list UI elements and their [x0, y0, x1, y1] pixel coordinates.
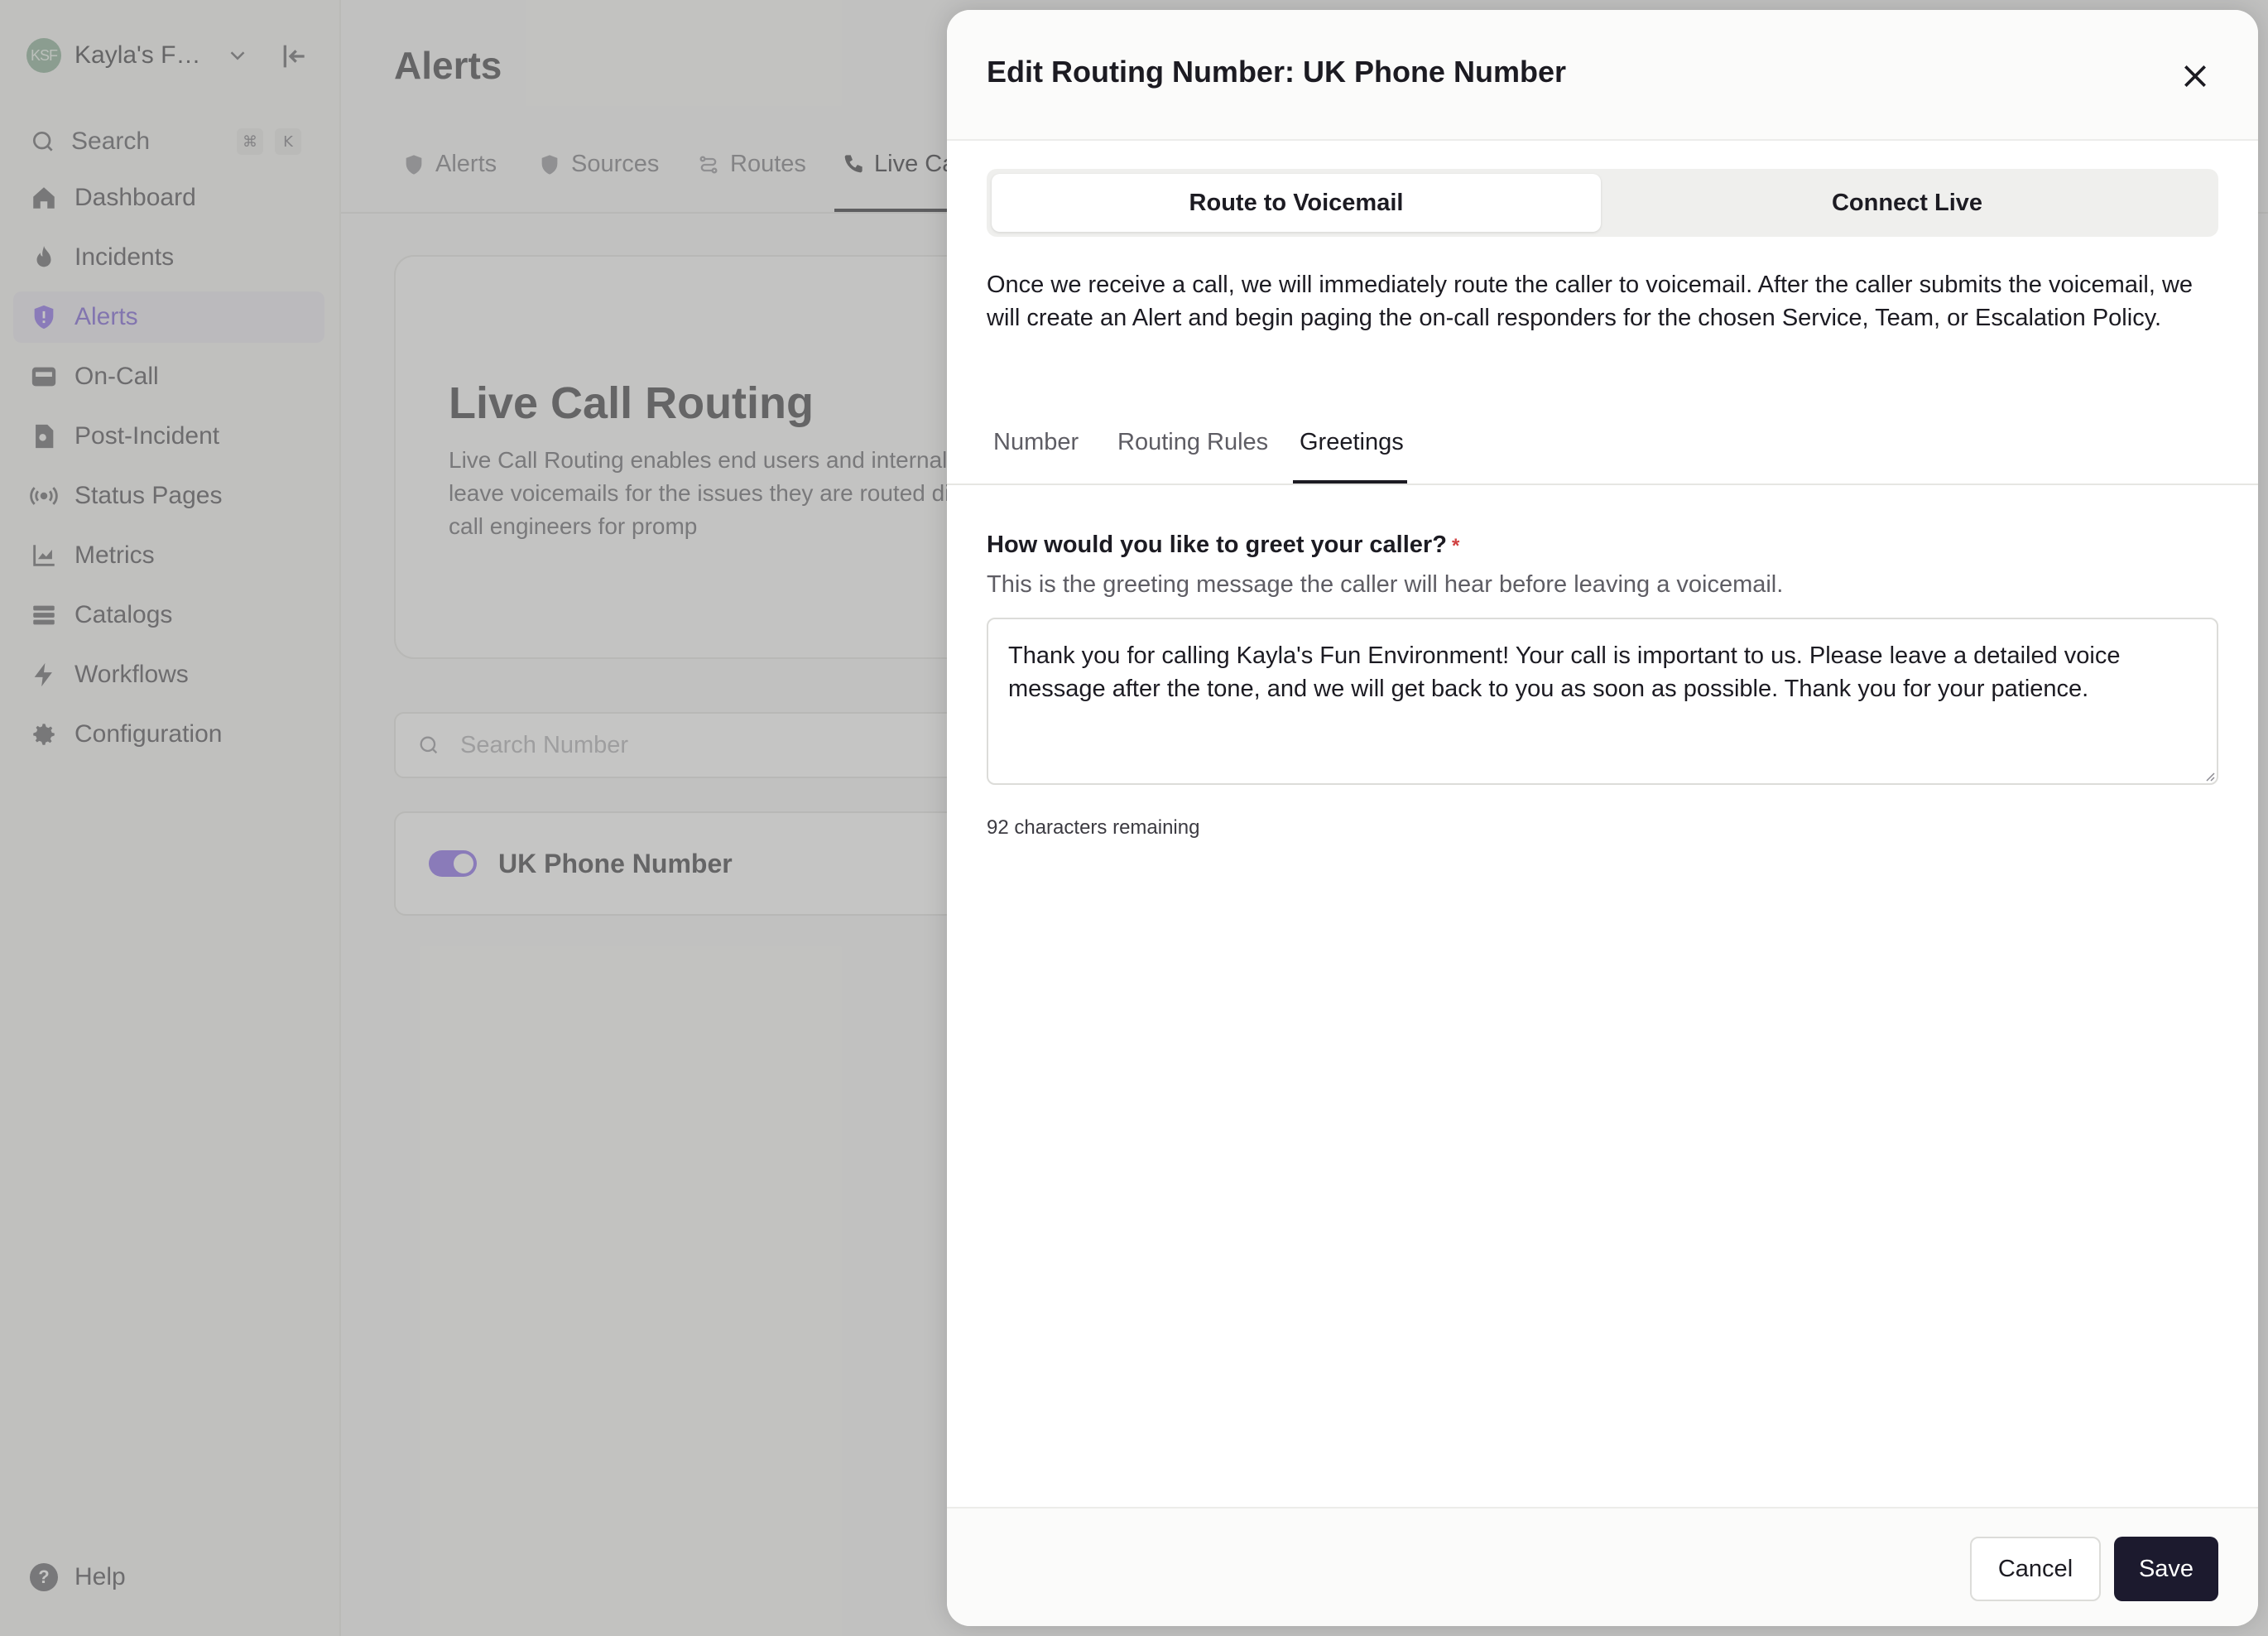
modal-header — [947, 10, 2258, 141]
modal-footer — [947, 1507, 2258, 1626]
routing-mode-toggle — [987, 169, 2218, 237]
tab-routing-rules[interactable]: Routing Rules — [1117, 429, 1269, 455]
modal-tabs — [947, 406, 2258, 485]
active-tab-indicator — [1293, 480, 1407, 484]
save-button[interactable]: Save — [2114, 1537, 2218, 1601]
required-marker: * — [1451, 535, 1460, 557]
resize-handle-icon[interactable] — [2202, 768, 2215, 782]
connect-live-option[interactable]: Connect Live — [1831, 189, 1983, 216]
greeting-question-text: How would you like to greet your caller? — [987, 532, 1447, 558]
close-icon[interactable] — [2179, 60, 2212, 93]
route-to-voicemail-option[interactable]: Route to Voicemail — [992, 174, 1601, 232]
greeting-question-label — [987, 532, 1459, 559]
mode-description: Once we receive a call, we will immediately route the caller to voicemail. After the caller submits the voicemail, we will create an Alert and begin paging the on-call responders for the chosen Service, Team, or Escalation Policy. — [987, 272, 2194, 331]
greeting-message-textarea[interactable] — [987, 618, 2218, 785]
edit-routing-number-drawer — [947, 10, 2258, 1626]
cancel-button[interactable]: Cancel — [1970, 1537, 2101, 1601]
greeting-help-text: This is the greeting message the caller will hear before leaving a voicemail. — [987, 571, 1784, 598]
tab-greetings[interactable]: Greetings — [1300, 429, 1404, 455]
characters-remaining: 92 characters remaining — [987, 816, 1200, 839]
tab-number[interactable]: Number — [993, 429, 1079, 455]
modal-title: Edit Routing Number: UK Phone Number — [987, 55, 1566, 89]
